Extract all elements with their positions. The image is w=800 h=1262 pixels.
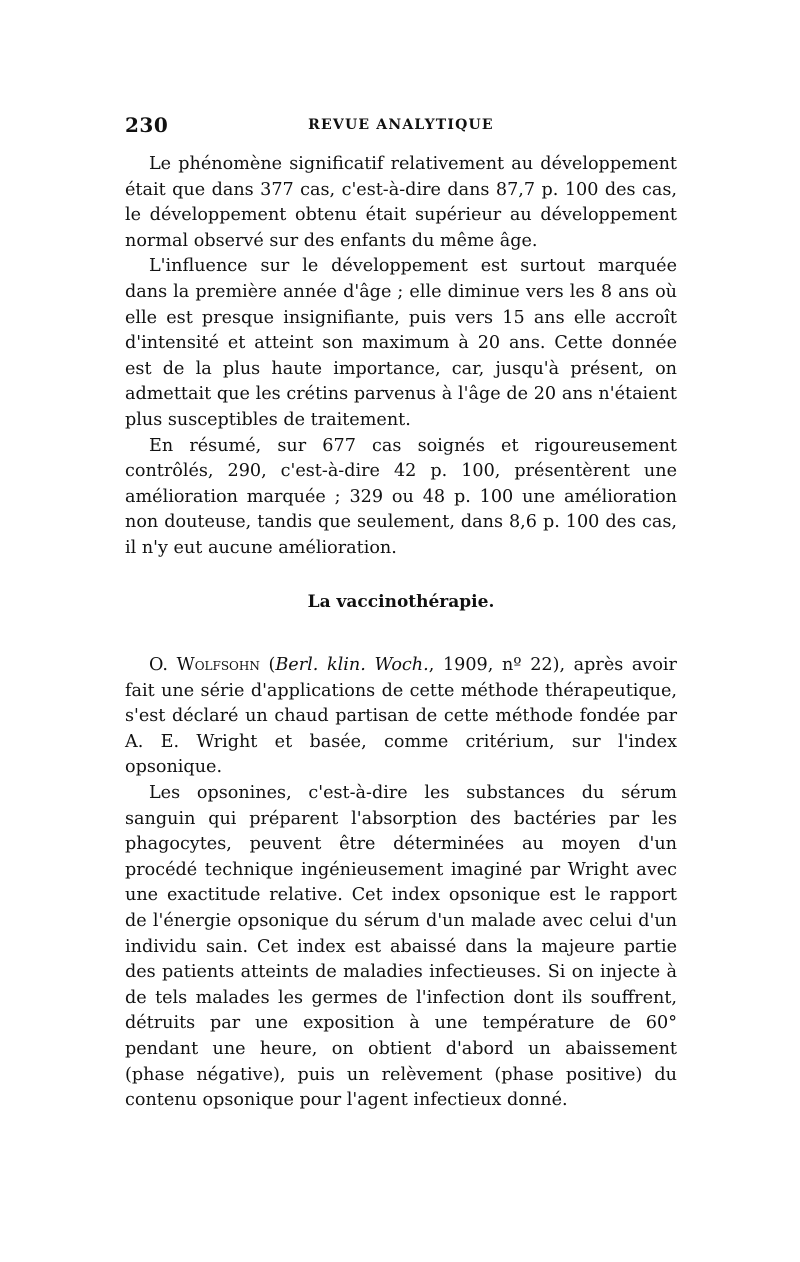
- page-header: [125, 113, 677, 139]
- paragraph-influence: L'influence sur le développement est surtout marquée dans la première année d'âge ; elle diminue vers les 8 ans où elle est presque insignifiante, puis vers 15 ans elle accroît d'intensité et atteint son maximum à 20 ans. Cette donnée est de la plus haute importance, car, jusqu'à présent, on admettait que les crétins parvenus à l'âge de 20 ans n'étaient plus susceptibles de traitement.: [125, 256, 677, 430]
- running-title: REVUE ANALYTIQUE: [308, 117, 494, 133]
- paragraph-opsonines: Les opsonines, c'est-à-dire les substances du sérum sanguin qui préparent l'absorption des bactéries par les phagocytes, peuvent être déterminées au moyen d'un procédé technique ingénieusement imaginé par Wright avec une exactitude relative. Cet index opsonique est le rapport de l'énergie opsonique du sérum d'un malade avec celui d'un individu sain. Cet index est abaissé dans la majeure partie des patients atteints de maladies infectieuses. Si on injecte à de tels malades les germes de l'infection dont ils souffrent, détruits par une exposition à une température de 60° pendant une heure, on obtient d'abord un abaissement (phase négative), puis un relèvement (phase positive) du contenu opsonique pour l'agent infectieux donné.: [125, 783, 677, 1111]
- page-body: [125, 152, 677, 1114]
- page-number: 230: [125, 113, 169, 137]
- author-name: O. Wolfsohn: [149, 655, 260, 676]
- paragraph-development: Le phénomène significatif relativement au développement était que dans 377 cas, c'est-à-dire dans 87,7 p. 100 des cas, le développement obtenu était supérieur au développement normal observé sur des enfants du même âge.: [125, 154, 677, 251]
- paragraph-summary: En résumé, sur 677 cas soignés et rigoureusement contrôlés, 290, c'est-à-dire 42 p. 100, présentèrent une amélioration marquée ; 329 ou 48 p. 100 une amélioration non douteuse, tandis que seulement, dans 8,6 p. 100 des cas, il n'y eut aucune amélioration.: [125, 435, 677, 558]
- section-title: La vaccinothérapie.: [307, 591, 495, 612]
- paragraph-wolfsohn: O. Wolfsohn (Berl. klin. Woch., 1909, nº 22), après avoir fait une série d'applications de cette méthode thérapeutique, s'est déclaré un chaud partisan de cette méthode fondée par A. E. Wright et basée, comme critérium, sur l'index opsonique.: [125, 655, 677, 778]
- citation-journal: Berl. klin. Woch.: [275, 655, 429, 676]
- citation-text: , 1909, nº 22), après avoir fait une série d'applications de cette méthode thérapeutique, s'est déclaré un chaud partisan de cette méthode fondée par A. E. Wright et basée, comme critérium, sur l'index opsonique.: [125, 655, 677, 778]
